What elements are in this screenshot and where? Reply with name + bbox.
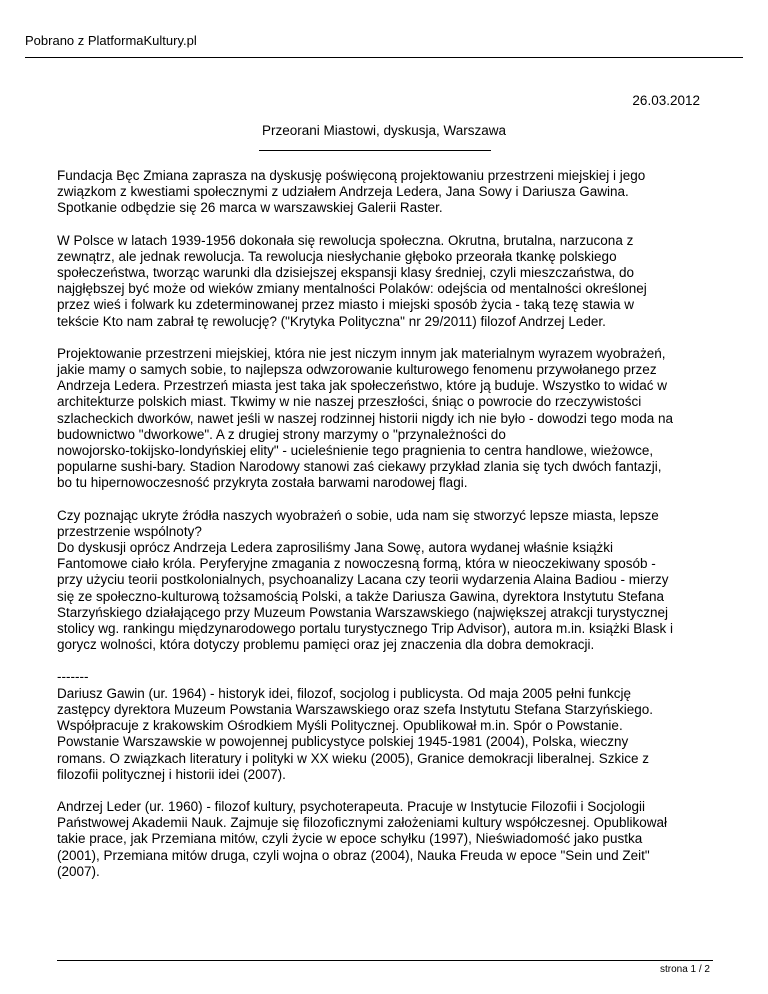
article-paragraph (57, 233, 713, 330)
paragraph-line: związkom z kwestiami społecznymi z udziałem Andrzeja Ledera, Jana Sowy i Dariusza Gawina. (57, 184, 629, 200)
paragraph-line: jakie mamy o samych sobie, to najlepsza odwzorowanie kulturowego fenomenu przywołanego przez (57, 362, 657, 378)
paragraph-line: się ze społeczno-kulturową tożsamością Polski, a także Dariusza Gawina, dyrektora Instytutu Stefana (57, 588, 665, 604)
paragraph-line: szlacheckich dworków, nawet jeśli w naszej rodzinnej historii nigdy ich nie było - dowodzi tego moda na (57, 410, 674, 426)
paragraph-line: stolicy wg. rankingu międzynarodowego portalu turystycznego Trip Advisor), autora m.in. książki Blask i (57, 621, 674, 637)
paragraph-line: (2007). (57, 863, 100, 879)
paragraph-line: przy użyciu teorii postkolonialnych, psychoanalizy Lacana czy teorii wydarzenia Alaina Badiou - mierzy (57, 572, 669, 588)
paragraph-line: W Polsce w latach 1939-1956 dokonała się rewolucja społeczna. Okrutna, brutalna, narzucona z (57, 232, 634, 248)
paragraph-line: zewnątrz, ale jednak rewolucja. Ta rewolucja niesłychanie głęboko przeorała tkankę polskiego (57, 248, 617, 264)
paragraph-line: architekturze polskich miast. Tkwimy w nie naszej przeszłości, śniąc o powrocie do rzeczywistości (57, 394, 642, 410)
page-number: strona 1 / 2 (659, 964, 710, 975)
paragraph-line: Starzyńskiego działającego przy Muzeum Powstania Warszawskiego (największej atrakcji turystycznej (57, 604, 668, 620)
download-source-header: Pobrano z PlatformaKultury.pl (25, 33, 197, 48)
paragraph-line: zastępcy dyrektora Muzeum Powstania Warszawskiego oraz szefa Instytutu Stefana Starzyńskiego. (57, 701, 654, 717)
paragraph-line: Spotkanie odbędzie się 26 marca w warszawskiej Galerii Raster. (57, 200, 443, 216)
paragraph-line: Do dyskusji oprócz Andrzeja Ledera zaprosiliśmy Jana Sowę, autora wydanej właśnie książki (57, 540, 614, 556)
article-body (57, 168, 713, 896)
paragraph-line: Czy poznając ukryte źródła naszych wyobrażeń o sobie, uda nam się stworzyć lepsze miasta, lepsze (57, 507, 659, 523)
footer-divider (57, 960, 713, 961)
paragraph-line: nowojorsko-tokijsko-londyńskiej elity" - ucieleśnienie tego pragnienia to centra handlowe, wieżowce, (57, 443, 654, 459)
article-date: 26.03.2012 (632, 93, 700, 108)
paragraph-line: Powstanie Warszawskie w powojennej publicystyce polskiej 1945-1981 (2004), Polska, wieczny (57, 734, 629, 750)
paragraph-line: przez wieś i folwark ku zdeterminowanej przez miasto i miejski sposób życia - taką tezę stawia w (57, 297, 634, 313)
article-paragraph (57, 799, 713, 880)
paragraph-line: przestrzenie wspólnoty? (57, 523, 202, 539)
paragraph-line: najgłębszej być może od wieków zmiany mentalności Polaków: odejścia od mentalności określonej (57, 281, 647, 297)
paragraph-line: popularne sushi-bary. Stadion Narodowy stanowi zaś ciekawy przykład zlania się tych dwóch fantazji, (57, 459, 662, 475)
paragraph-line: bo tu hipernowoczesność przykryta została barwami narodowej flagi. (57, 475, 468, 491)
article-title: Przeorani Miastowi, dyskusja, Warszawa (261, 123, 507, 138)
paragraph-line: romans. O związkach literatury i polityki w XX wieku (2005), Granice demokracji liberalnej. Szkice z (57, 750, 649, 766)
paragraph-line: Andrzej Leder (ur. 1960) - filozof kultury, psychoterapeuta. Pracuje w Instytucie Filozofii i Socjologii (57, 798, 646, 814)
paragraph-line: Państwowej Akademii Nauk. Zajmuje się filozoficznymi założeniami kultury współczesnej. Opublikował (57, 815, 667, 831)
article-paragraph (57, 168, 713, 217)
paragraph-line: takie prace, jak Przemiana mitów, czyli życie w epoce schyłku (1997), Nieświadomość jako pustka (57, 831, 643, 847)
paragraph-line: społeczeństwa, tworząc warunki dla dzisiejszej ekspansji klasy średniej, czyli mieszczaństwa, do (57, 265, 634, 281)
paragraph-line: Fantomowe ciało króla. Peryferyjne zmagania z nowoczesną formą, która w nieoczekiwany sposób - (57, 556, 656, 572)
paragraph-line: Fundacja Bęc Zmiana zaprasza na dyskusję poświęconą projektowaniu przestrzeni miejskiej i jego (57, 168, 646, 183)
paragraph-line: Projektowanie przestrzeni miejskiej, która nie jest niczym innym jak materialnym wyrazem wyobrażeń, (57, 345, 666, 361)
paragraph-line: gorycz wolności, która dotyczy problemu pamięci oraz jej znaczenia dla dobra demokracji. (57, 637, 595, 653)
paragraph-line: (2001), Przemiana mitów druga, czyli wojna o obraz (2004), Nauka Freuda w epoce "Sein und Zeit" (57, 847, 650, 863)
article-paragraph (57, 346, 713, 492)
article-paragraph (57, 508, 713, 654)
paragraph-line: Współpracuje z krakowskim Ośrodkiem Myśli Politycznej. Opublikował m.in. Spór o Powstanie. (57, 718, 623, 734)
paragraph-line: budownictwo "dworkowe". A z drugiej strony marzymy o "przynależności do (57, 426, 506, 442)
paragraph-line: Andrzeja Ledera. Przestrzeń miasta jest taka jak społeczeństwo, które ją buduje. Wszystko to widać w (57, 378, 668, 394)
paragraph-line: ------- (57, 669, 89, 685)
article-paragraph (57, 669, 713, 782)
title-underline (259, 150, 491, 151)
paragraph-line: Dariusz Gawin (ur. 1964) - historyk idei, filozof, socjolog i publicysta. Od maja 2005 pełni funkcję (57, 685, 632, 701)
paragraph-line: tekście Kto nam zabrał tę rewolucję? ("Krytyka Polityczna" nr 29/2011) filozof Andrzej Leder. (57, 313, 606, 329)
header-divider (25, 57, 743, 58)
paragraph-line: filozofii politycznej i historii idei (2007). (57, 766, 286, 782)
